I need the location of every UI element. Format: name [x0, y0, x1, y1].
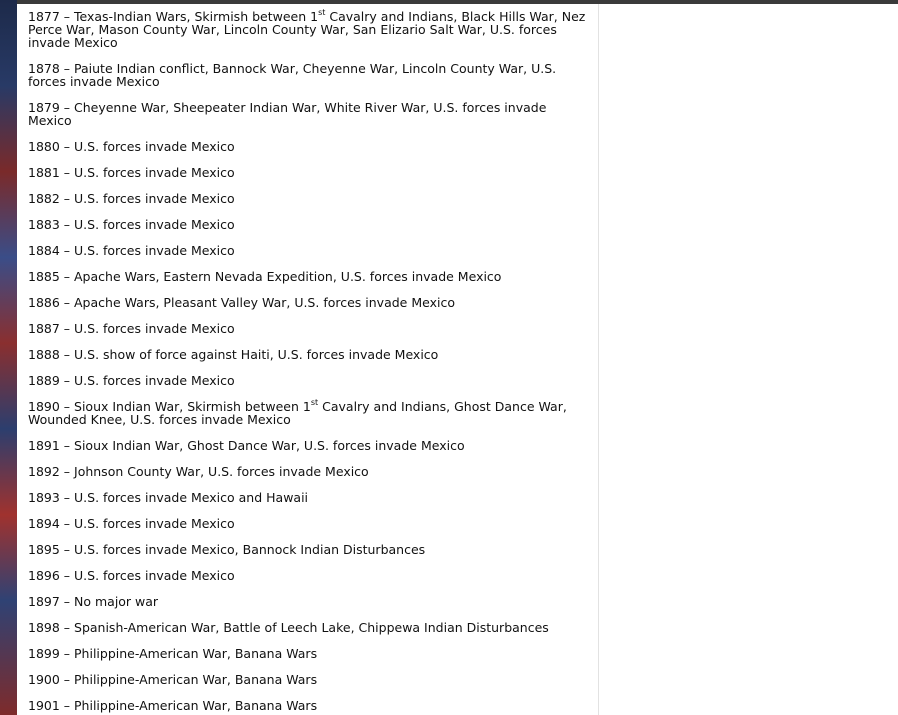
list-item-1883: 1883 – U.S. forces invade Mexico — [28, 217, 235, 232]
list-item-1884: 1884 – U.S. forces invade Mexico — [28, 243, 235, 258]
war-timeline-list — [28, 7, 588, 715]
list-item-1897: 1897 – No major war — [28, 594, 159, 609]
list-item-1901: 1901 – Philippine-American War, Banana Wars — [28, 698, 318, 713]
list-item-1894: 1894 – U.S. forces invade Mexico — [28, 516, 235, 531]
list-item-1880: 1880 – U.S. forces invade Mexico — [28, 139, 235, 154]
list-item-1879: 1879 – Cheyenne War, Sheepeater Indian War, White River War, U.S. forces invade Mexico — [28, 100, 547, 128]
list-item-1887: 1887 – U.S. forces invade Mexico — [28, 321, 235, 336]
list-item-1886: 1886 – Apache Wars, Pleasant Valley War, U.S. forces invade Mexico — [28, 295, 455, 310]
list-item-1878: 1878 – Paiute Indian conflict, Bannock War, Cheyenne War, Lincoln County War, U.S. forces invade Mexico — [28, 61, 557, 89]
list-item-1891: 1891 – Sioux Indian War, Ghost Dance War, U.S. forces invade Mexico — [28, 438, 465, 453]
list-item-1889: 1889 – U.S. forces invade Mexico — [28, 373, 235, 388]
list-item-1881: 1881 – U.S. forces invade Mexico — [28, 165, 235, 180]
decorative-side-banner — [0, 0, 17, 715]
list-item-1885: 1885 – Apache Wars, Eastern Nevada Expedition, U.S. forces invade Mexico — [28, 269, 502, 284]
list-item-1900: 1900 – Philippine-American War, Banana Wars — [28, 672, 318, 687]
list-item-1896: 1896 – U.S. forces invade Mexico — [28, 568, 235, 583]
list-item-1893: 1893 – U.S. forces invade Mexico and Hawaii — [28, 490, 309, 505]
list-item-1888: 1888 – U.S. show of force against Haiti, U.S. forces invade Mexico — [28, 347, 439, 362]
article-content-column — [17, 4, 599, 715]
list-item-1898: 1898 – Spanish-American War, Battle of Leech Lake, Chippewa Indian Disturbances — [28, 620, 549, 635]
list-item-1882: 1882 – U.S. forces invade Mexico — [28, 191, 235, 206]
list-item-1877: 1877 – Texas-Indian Wars, Skirmish between 1st Cavalry and Indians, Black Hills War, Nez Perce War, Mason County War, Lincoln County War, San Elizario Salt War, U.S. forces invade Mexico — [28, 7, 586, 50]
list-item-1895: 1895 – U.S. forces invade Mexico, Bannock Indian Disturbances — [28, 542, 426, 557]
list-item-1899: 1899 – Philippine-American War, Banana Wars — [28, 646, 318, 661]
list-item-1892: 1892 – Johnson County War, U.S. forces invade Mexico — [28, 464, 369, 479]
list-item-1890: 1890 – Sioux Indian War, Skirmish between 1st Cavalry and Indians, Ghost Dance War, Wounded Knee, U.S. forces invade Mexico — [28, 397, 567, 427]
